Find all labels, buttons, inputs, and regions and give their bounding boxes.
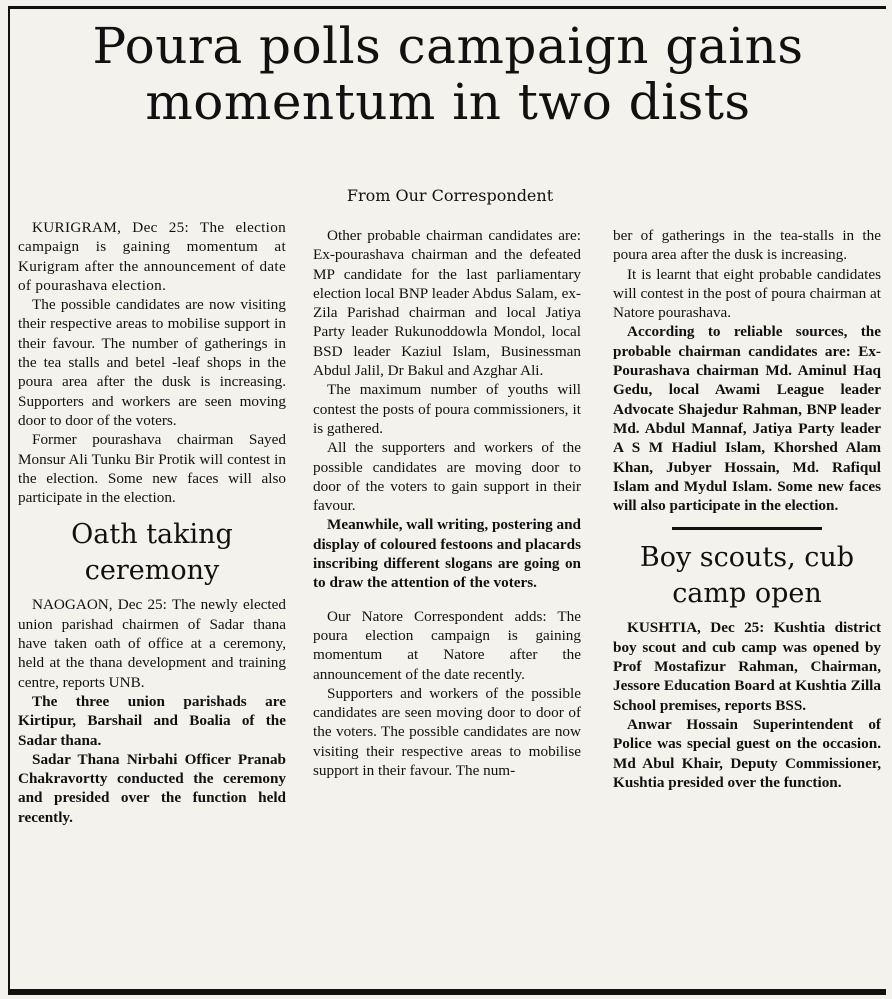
section-divider — [672, 527, 822, 530]
kurigram-paragraph-2: The possible candidates are now visiting their respective areas to mobilise support in their favour. The number of gatherings in the tea stalls and betel -leaf shops in the poura area after the dusk is increasing. Supporters and workers are seen moving door to door of the voters. — [18, 296, 286, 429]
bottom-rule — [8, 989, 886, 995]
column-3 — [613, 226, 881, 792]
naogaon-paragraph-3: Sadar Thana Nirbahi Officer Pranab Chakravortty conducted the ceremony and presided over the function held recently. — [18, 750, 286, 826]
wall-writing-paragraph: Meanwhile, wall writing, postering and display of coloured festoons and placards inscribing different slogans are going on to draw the attention of the voters. — [313, 516, 581, 592]
boy-scouts-subhead: Boy scouts, cub camp open — [639, 542, 855, 610]
candidates-paragraph: Other probable chairman candidates are: Ex-pourashava chairman and the defeated MP candidate for the last parliamentary election local BNP leader Abdus Salam, ex-Zila Parishad chairman and local Jatiya Party leader Rukunoddowla Mondol, local BSD leader Kaziul Islam, Businessman Abdul Jalil, Dr Bakul and Azghar Ali. — [313, 227, 581, 380]
left-rule — [8, 6, 10, 989]
natore-eight-candidates-paragraph: It is learnt that eight probable candidates will contest in the post of poura chairman at Natore pourashava. — [613, 265, 881, 322]
kurigram-paragraph-3: Former pourashava chairman Sayed Monsur Ali Tunku Bir Protik will contest in the election. Some new faces will also participate in the election. — [18, 431, 286, 507]
kurigram-paragraph-1: KURIGRAM, Dec 25: The election campaign is gaining momentum at Kurigram after the announcement of date of pourashava election. — [18, 219, 286, 294]
column-2 — [313, 226, 581, 780]
youths-paragraph: The maximum number of youths will contest the posts of poura commissioners, it is gathered. — [313, 381, 581, 437]
natore-paragraph-1: Our Natore Correspondent adds: The poura election campaign is gaining momentum at Natore after the announcement of the date recently. — [313, 607, 581, 683]
oath-taking-subhead: Oath taking ceremony — [71, 519, 233, 587]
byline: From Our Correspondent — [346, 186, 554, 205]
top-rule — [8, 6, 886, 9]
natore-sources-paragraph: According to reliable sources, the probable chairman candidates are: Ex-Pourashava chairman Md. Aminul Haq Gedu, local Awami League leader Advocate Shajedur Rahman, BNP leader Md. Abdul Mannaf, Jatiya Party leader A S M Hadiul Islam, Khorshed Alam Khan, Jubyer Hossain, Md. Rafiqul Islam and Mydul Islam. Some new faces will also participate in the election. — [613, 323, 881, 515]
natore-continued-paragraph: ber of gatherings in the tea-stalls in the poura area after the dusk is increasing. — [613, 227, 881, 264]
naogaon-paragraph-2: The three union parishads are Kirtipur, Barshail and Boalia of the Sadar thana. — [18, 692, 286, 749]
kushtia-paragraph-2: Anwar Hossain Superintendent of Police was special guest on the occasion. Md Abul Khair, Deputy Commissioner, Kushtia presided over the function. — [613, 715, 881, 791]
column-1 — [18, 218, 286, 827]
natore-paragraph-2: Supporters and workers of the possible candidates are seen moving door to door of the voters. The possible candidates are now visiting their respective areas to mobilise support in their favour. The num- — [313, 684, 581, 780]
supporters-paragraph: All the supporters and workers of the possible candidates are moving door to door of the voters to gain support in their favour. — [313, 439, 581, 515]
naogaon-paragraph-1: NAOGAON, Dec 25: The newly elected union parishad chairmen of Sadar thana have taken oath of office at a ceremony, held at the thana development and training centre, reports UNB. — [18, 596, 286, 691]
headline: Poura polls campaign gains momentum in two dists — [92, 17, 804, 131]
paragraph-gap — [313, 593, 581, 607]
kushtia-paragraph-1: KUSHTIA, Dec 25: Kushtia district boy scout and cub camp was opened by Prof Mostafizur Rahman, Chairman, Jessore Education Board at Kushtia Zilla School premises, reports BSS. — [613, 619, 881, 714]
